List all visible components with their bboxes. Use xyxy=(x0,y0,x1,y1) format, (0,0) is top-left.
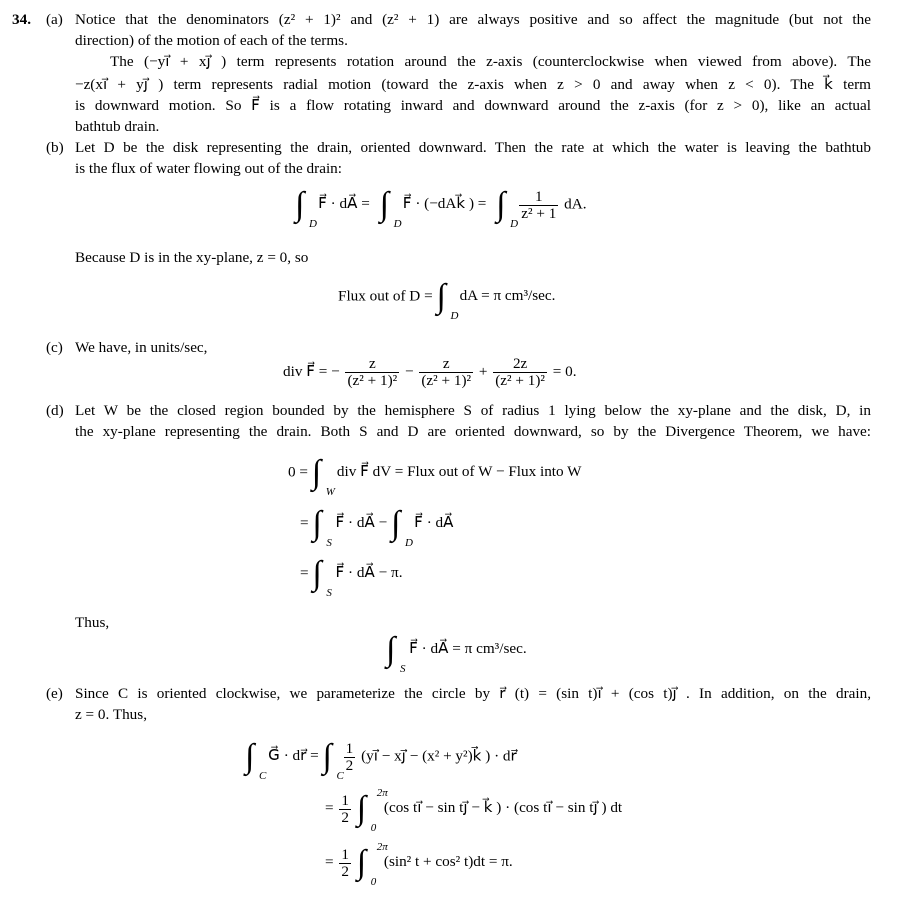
part-a-line4: −z(xi⃗ + yj⃗ ) term represents radial motion (toward the z-axis when z > 0 and away when z < 0). The k⃗ term xyxy=(75,76,871,93)
part-e-line2: z = 0. Thus, xyxy=(75,706,147,723)
integral-sign: ∫ D xyxy=(496,186,519,230)
part-b-equation-2: Flux out of D = ∫ D dA = π cm³/sec. xyxy=(338,278,556,322)
integral-sign: ∫ D xyxy=(391,505,413,549)
part-d-thus: Thus, xyxy=(75,614,110,631)
integral-sign: ∫ 2π 0 xyxy=(356,841,388,888)
part-e-equation-1: ∫ C G⃗ · dr⃗ = ∫ C $\frac{1}{2}$ (yi⃗ − xj⃗ − (x² + y²)k⃗ ) · dr⃗ xyxy=(245,738,517,782)
fraction: $\frac{1}{2}$ xyxy=(345,739,354,774)
part-a-line3: The (−yi⃗ + xj⃗ ) term represents rotation around the z-axis (counterclockwise when viewed from above). The xyxy=(110,53,871,70)
integral-sign: ∫ D xyxy=(436,278,459,322)
part-c-equation: div F⃗ = − $\frac{z}{\text{(z² + 1)²}}$ − $\frac{z}{\text{(z² + 1)²}}$ + $\frac{2z}{\text{(z² + 1)²}}$ = 0. xyxy=(283,355,577,389)
part-d-line1: Let W be the closed region bounded by the hemisphere S of radius 1 lying below the xy-plane and the disk, D, in xyxy=(75,402,871,419)
part-e-line1: Since C is oriented clockwise, we parameterize the circle by r⃗ (t) = (sin t)i⃗ + (cos t)j⃗ . In addition, on the drain, xyxy=(75,685,871,702)
integral-sign: ∫ C xyxy=(322,738,344,782)
integral-sign: ∫ D xyxy=(295,186,317,230)
part-a-line2: direction) of the motion of each of the terms. xyxy=(75,32,348,49)
integral-sign: ∫ S xyxy=(386,631,406,675)
part-a-line1: Notice that the denominators (z² + 1)² and (z² + 1) are always positive and so affect the magnitude (but not the xyxy=(75,11,871,28)
fraction: $\frac{z}{\text{(z² + 1)²}}$ xyxy=(347,355,398,389)
integral-sign: ∫ S xyxy=(312,505,332,549)
fraction: $\frac{z}{\text{(z² + 1)²}}$ xyxy=(421,355,472,389)
part-c-label: (c) xyxy=(46,339,63,356)
fraction: $\frac{2z}{\text{(z² + 1)²}}$ xyxy=(495,355,545,389)
integral-sign: ∫ C xyxy=(245,738,267,782)
part-d-equation-3: = ∫ S F⃗ · dA⃗ − π. xyxy=(300,555,403,599)
part-a-label: (a) xyxy=(46,11,63,28)
part-a-line6: bathtub drain. xyxy=(75,118,160,135)
integral-sign: ∫ 2π 0 xyxy=(356,787,388,834)
part-d-label: (d) xyxy=(46,402,64,419)
part-a-line5: is downward motion. So F⃗ is a flow rotating inward and downward around the z-axis (for z > 0), like an actual xyxy=(75,97,871,114)
part-d-equation-4: ∫ S F⃗ · dA⃗ = π cm³/sec. xyxy=(386,631,527,675)
part-b-equation-1: ∫ D F⃗ · dA⃗ = ∫ D F⃗ · (−dAk⃗ ) = ∫ D $\frac{1}{\text{z² + 1}}$ dA. xyxy=(295,186,587,230)
part-e-equation-2: = $\frac{1}{2}$ ∫ 2π 0 (cos ti⃗ − sin tj⃗ − k⃗ ) · (cos ti⃗ − sin tj⃗ ) dt xyxy=(325,787,623,834)
integral-sign: ∫ S xyxy=(312,555,332,599)
part-d-equation-1: 0 = ∫ W div F⃗ dV = Flux out of W − Flux into W xyxy=(288,454,582,498)
part-d-line2: the xy-plane representing the drain. Both S and D are oriented downward, so by the Divergence Theorem, we have: xyxy=(75,423,871,440)
part-b-line3: Because D is in the xy-plane, z = 0, so xyxy=(75,249,309,266)
integral-sign: ∫ D xyxy=(379,186,402,230)
part-e-label: (e) xyxy=(46,685,63,702)
part-c-line1: We have, in units/sec, xyxy=(75,339,208,356)
part-d-equation-2: = ∫ S F⃗ · dA⃗ − ∫ D F⃗ · dA⃗ xyxy=(300,505,454,549)
part-b-line2: is the flux of water flowing out of the drain: xyxy=(75,160,342,177)
problem-number: 34. xyxy=(12,11,31,28)
integral-sign: ∫ W xyxy=(311,454,335,498)
fraction: $\frac{1}{2}$ xyxy=(341,791,349,826)
part-e-equation-3: = $\frac{1}{2}$ ∫ 2π 0 (sin² t + cos² t)dt = π. xyxy=(325,841,513,888)
fraction: $\frac{1}{\text{z² + 1}}$ xyxy=(521,187,557,222)
part-b-label: (b) xyxy=(46,139,64,156)
part-b-line1: Let D be the disk representing the drain, oriented downward. Then the rate at which the water is leaving the bathtub xyxy=(75,139,871,156)
fraction: $\frac{1}{2}$ xyxy=(341,845,349,880)
